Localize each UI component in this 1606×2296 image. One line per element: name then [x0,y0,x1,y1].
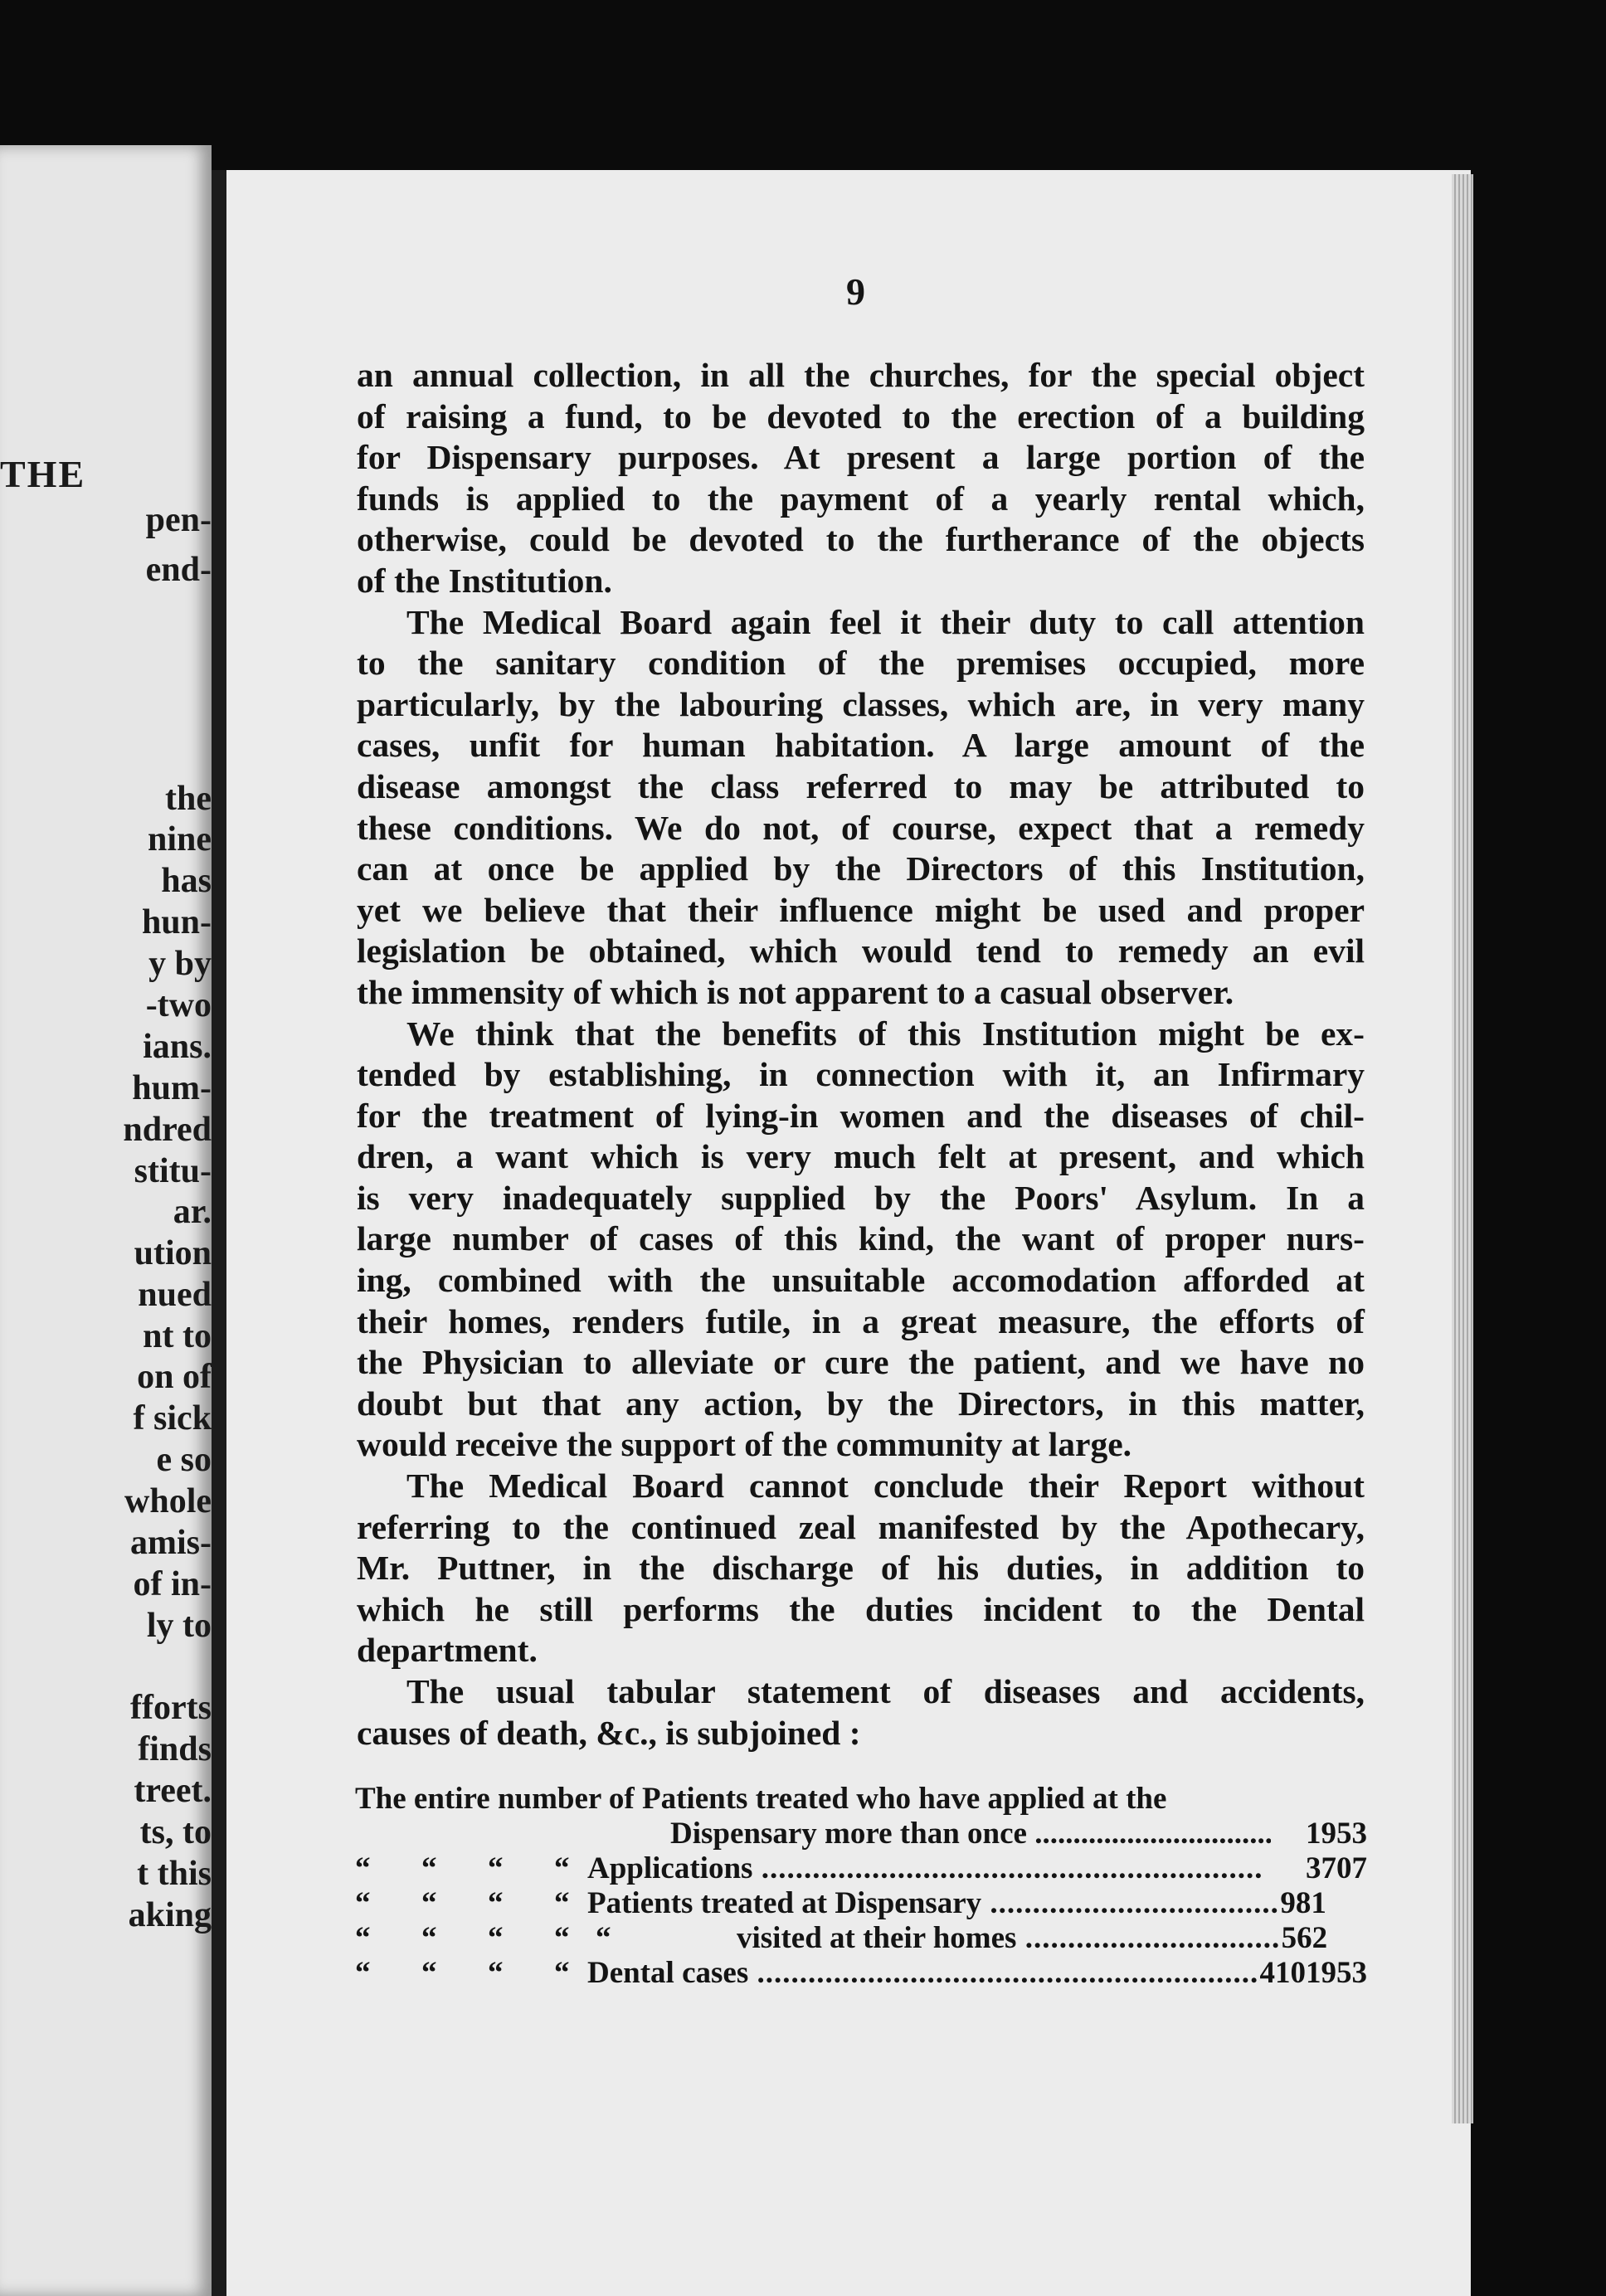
text-line: these conditions. We do not, of course, expect that a remedy [357,808,1365,847]
left-page-line: ly to [146,1607,212,1645]
left-page-line: -two [145,986,212,1024]
left-page-line: stitu- [134,1152,212,1190]
ditto-mark: “ [355,1956,371,1990]
left-page-line: the [165,780,212,818]
text-line: disease amongst the class referred to may be attributed to [357,766,1365,805]
text-line: Mr. Puttner, in the discharge of his duties, in addition to [357,1549,1365,1588]
statement-row [355,1921,1367,1956]
left-page-line: e so [156,1441,212,1479]
statement-total: 3707 [1306,1851,1367,1885]
left-page-line: t this [137,1855,212,1893]
left-page-line: nued [138,1276,212,1314]
left-page-line: whole [124,1482,212,1520]
statement-label: Dispensary more than once ..... [355,1817,1271,1851]
statement-row [355,1956,1367,1991]
ditto-mark: “ [554,1956,570,1990]
text-line: the Physician to alleviate or cure the patient, and we have no [357,1343,1365,1382]
text-line: is very inadequately supplied by the Poors' Asylum. In a [357,1178,1365,1217]
text-line: The Medical Board again feel it their duty to call attention [406,602,1365,641]
text-line: can at once be applied by the Directors of this Institution, [357,849,1365,888]
statement-value: 410 [1259,1956,1306,1990]
ditto-mark: “ [488,1886,504,1920]
text-line: The usual tabular statement of diseases and accidents, [406,1672,1365,1710]
left-page-line: nt to [143,1317,212,1355]
left-page-line: ar. [173,1193,212,1231]
text-line: their homes, renders futile, in a great measure, the efforts of [357,1301,1365,1340]
text-line: tended by establishing, in connection with it, an Infirmary [357,1055,1365,1094]
ditto-mark: “ [421,1956,437,1990]
statement-total: 1953 [1306,1817,1367,1851]
left-page-line: on of [137,1358,212,1396]
report-body [357,355,1365,1754]
paragraph [357,1466,1365,1671]
page-number: 9 [846,270,865,313]
statement-value: 981 [1280,1886,1326,1920]
text-line: The Medical Board cannot conclude their Report without [406,1467,1365,1506]
left-page-line: f sick [133,1399,212,1437]
statement-value: 562 [1281,1921,1328,1955]
statement-label [587,1851,1263,1886]
statement-heading: The entire number of Patients treated who have applied at the [355,1782,1167,1816]
ditto-mark: “ [596,1921,611,1955]
ditto-marks [355,1921,587,1956]
patient-statement [355,1782,1367,1991]
text-line: yet we believe that their influence might be used and proper [357,890,1365,929]
text-line: causes of death, &c., is subjoined : [357,1713,861,1752]
left-page-line: ndred [123,1111,212,1149]
left-page-line: pen- [145,501,212,539]
ditto-marks [355,1851,587,1886]
left-page-line: has [161,862,212,900]
left-page-line: treet. [134,1772,212,1810]
text-line: We think that the benefits of this Institution might be ex- [406,1014,1365,1053]
paragraph [357,1671,1365,1754]
text-line: for the treatment of lying-in women and the diseases of chil- [357,1096,1365,1135]
statement-total: 1953 [1306,1956,1367,1990]
left-page-line: ts, to [139,1813,212,1851]
ditto-mark: “ [421,1886,437,1920]
left-page-line: hun- [141,903,212,941]
text-line: legislation be obtained, which would tend to remedy an evil [357,932,1365,970]
left-page-line: ians. [143,1028,212,1066]
statement-label [587,1921,1282,1956]
ditto-mark: “ [554,1886,570,1920]
ditto-mark: “ [421,1851,437,1885]
ditto-mark: “ [488,1921,504,1955]
left-page-line: fforts [130,1689,212,1727]
text-line: ing, combined with the unsuitable accomodation afforded at [357,1261,1365,1300]
text-line: otherwise, could be devoted to the furtherance of the objects [357,520,1365,559]
ditto-marks [355,1886,587,1921]
paragraph [357,602,1365,1014]
text-line: of raising a fund, to be devoted to the erection of a building [357,396,1365,435]
left-page-heading: THE [0,453,86,495]
text-line: funds is applied to the payment of a yearly rental which, [357,479,1365,518]
text-line: department. [357,1631,538,1670]
text-line: large number of cases of this kind, the want of proper nurs- [357,1219,1365,1258]
text-line: an annual collection, in all the churches, for the special object [357,356,1365,394]
ditto-mark: “ [355,1851,371,1885]
text-line: cases, unfit for human habitation. A large amount of the [357,726,1365,765]
left-page-line: aking [128,1896,212,1934]
text-line: would receive the support of the community at large. [357,1425,1132,1464]
left-page [0,145,212,2296]
text-line: particularly, by the labouring classes, which are, in very many [357,684,1365,723]
paragraph [357,355,1365,602]
statement-label-text: Dental cases [587,1956,749,1990]
text-line: which he still performs the duties incident to the Dental [357,1589,1365,1628]
ditto-mark: “ [488,1956,504,1990]
text-line: dren, a want which is very much felt at present, and which [357,1137,1365,1176]
statement-row [355,1851,1367,1886]
statement-row [355,1817,1367,1851]
text-line: referring to the continued zeal manifested by the Apothecary, [357,1507,1365,1546]
text-line: of the Institution. [357,561,612,600]
text-line: to the sanitary condition of the premises occupied, more [357,644,1365,683]
book-spine [212,170,226,2296]
page-edge [1452,174,1473,2123]
left-page-line: ution [134,1234,212,1272]
statement-label-text: Applications [587,1851,753,1885]
statement-label [587,1956,1260,1991]
text-line: for Dispensary purposes. At present a large portion of the [357,438,1365,477]
ditto-mark: “ [554,1851,570,1885]
statement-label-text: visited at their homes [737,1921,1017,1955]
left-page-line: of in- [133,1565,212,1603]
statement-label-text: Patients treated at Dispensary [587,1886,982,1920]
text-line: doubt but that any action, by the Directors, in this matter, [357,1384,1365,1423]
left-page-line: finds [138,1730,212,1768]
ditto-mark: “ [488,1851,504,1885]
left-page-line: y by [148,945,212,983]
ditto-marks [355,1956,587,1991]
statement-label [587,1886,1280,1921]
left-page-line: hum- [132,1069,212,1107]
ditto-mark: “ [554,1921,570,1955]
ditto-mark: “ [355,1921,371,1955]
left-page-line: nine [147,820,212,859]
ditto-mark: “ [355,1886,371,1920]
statement-row [355,1886,1367,1921]
left-page-line: amis- [130,1524,212,1562]
paragraph [357,1014,1365,1467]
left-page-line: end- [145,551,212,589]
text-line: the immensity of which is not apparent to a casual observer. [357,972,1234,1011]
ditto-mark: “ [421,1921,437,1955]
